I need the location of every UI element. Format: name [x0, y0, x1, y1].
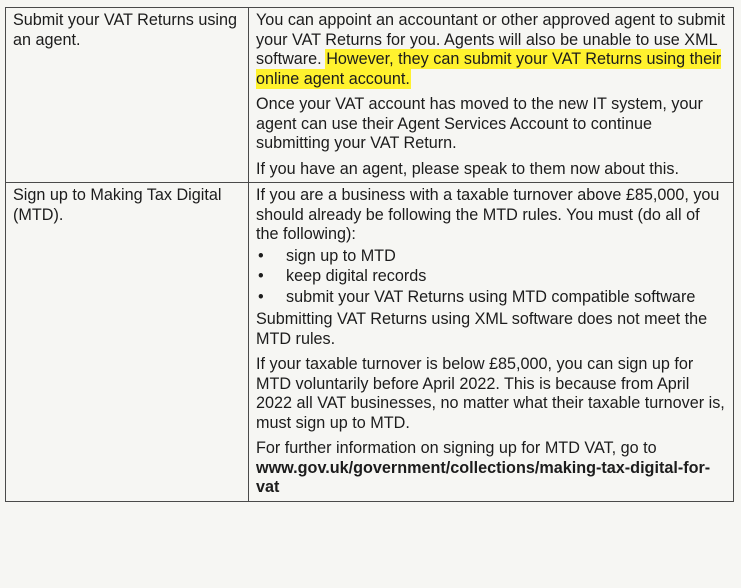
paragraph	[256, 11, 726, 89]
mtd-guidance-link[interactable]: www.gov.uk/government/collections/making-tax-digital-for-vat	[256, 458, 711, 496]
list-item	[258, 267, 726, 287]
row-heading: Submit your VAT Returns using an agent.	[13, 11, 238, 49]
paragraph-text: You can appoint an accountant or other approved agent to submit your VAT Returns for you. Agents will also be unable to use XML software.	[256, 11, 726, 68]
list-item	[258, 287, 726, 308]
list-item-text: submit your VAT Returns using MTD compatible software	[286, 287, 696, 306]
paragraph: Submitting VAT Returns using XML software does not meet the MTD rules.	[256, 310, 708, 348]
row-heading-cell	[6, 183, 249, 502]
row-heading-cell	[6, 8, 249, 183]
bullet-icon: •	[258, 287, 264, 306]
bullet-icon: •	[258, 246, 264, 265]
list-item-text: sign up to MTD	[286, 246, 396, 265]
vat-info-table	[5, 7, 734, 502]
table-row	[6, 8, 734, 183]
paragraph-text: For further information on signing up for MTD VAT, go to	[256, 439, 657, 457]
paragraph: If your taxable turnover is below £85,000, you can sign up for MTD voluntarily before April 2022. This is because from April 2022 all VAT businesses, no matter what their taxable turnover is, must sign up to MTD.	[256, 355, 725, 432]
bullet-icon: •	[258, 267, 264, 285]
list-item	[258, 246, 726, 267]
paragraph: If you are a business with a taxable turnover above £85,000, you should already be following the MTD rules. You must (do all of the following):	[256, 186, 720, 243]
paragraph	[256, 439, 726, 498]
row-heading: Sign up to Making Tax Digital (MTD).	[13, 186, 222, 224]
list-item-text: keep digital records	[286, 267, 427, 285]
table-row	[6, 183, 734, 502]
highlighted-text: However, they can submit your VAT Returns using their online agent account.	[256, 50, 722, 88]
paragraph: Once your VAT account has moved to the new IT system, your agent can use their Agent Services Account to continue submitting your VAT Return.	[256, 95, 703, 152]
row-content-cell	[249, 8, 734, 183]
paragraph: If you have an agent, please speak to them now about this.	[256, 159, 679, 178]
bullet-list	[256, 247, 726, 308]
row-content-cell	[249, 183, 734, 502]
